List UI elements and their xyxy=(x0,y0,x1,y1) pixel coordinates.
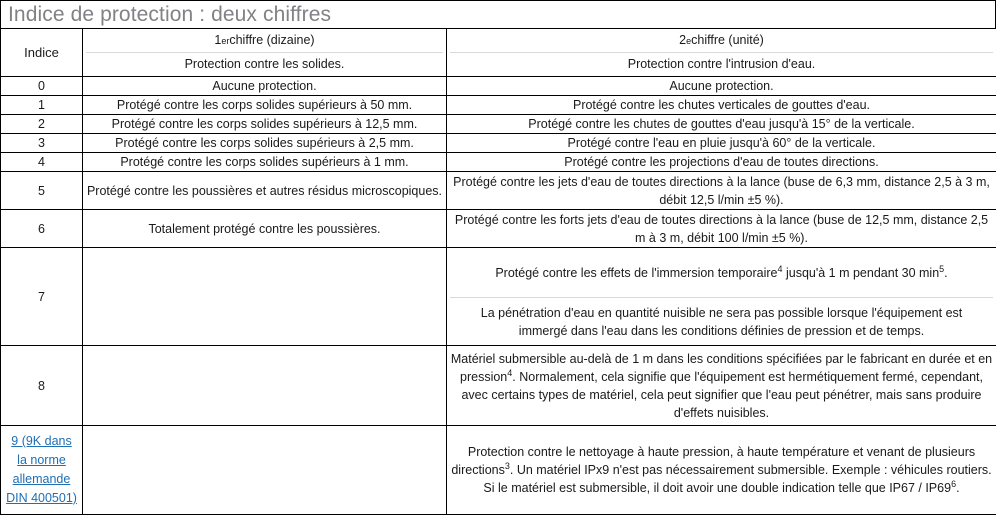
page-title: Indice de protection : deux chiffres xyxy=(8,2,332,26)
footnote-ref-5: 5 xyxy=(939,263,945,274)
table-row xyxy=(1,115,996,134)
header-first-digit-rest: chiffre (dizaine) xyxy=(229,33,315,47)
row-water xyxy=(447,426,996,515)
row-solids xyxy=(83,346,447,426)
row-water: Protégé contre les chutes de gouttes d'eau jusqu'à 15° de la verticale. xyxy=(447,115,996,134)
footnote-ref-6: 6 xyxy=(951,478,957,489)
row-solids: Protégé contre les poussières et autres résidus microscopiques. xyxy=(83,172,447,210)
header-first-digit-number: 1 xyxy=(214,33,222,47)
row-water-text-a: Protection contre le nettoyage à haute pression, à haute température et venant de plusieurs directions xyxy=(451,445,976,477)
table-row xyxy=(1,134,996,153)
row-index: 0 xyxy=(1,77,83,96)
row-index: 8 xyxy=(1,346,83,426)
ip-protection-table xyxy=(0,28,996,515)
row-solids: Totalement protégé contre les poussières. xyxy=(83,210,447,248)
page-title-bar xyxy=(0,0,996,28)
row-index xyxy=(1,426,83,515)
row-water-text-b: . Un matériel IPx9 n'est pas nécessairement submersible. Exemple : véhicules routiers. Si le matériel est submersible, il doit avoir une double indication telle que IP67 / IP69 xyxy=(483,463,992,495)
row-water-text-b: . Normalement, cela signifie que l'équipement est hermétiquement fermé, cependant, avec certains types de matériel, cela peut signifier que l'eau peut pénétrer, mais sans produire d'effets nuisibles. xyxy=(461,369,983,420)
header-first-digit xyxy=(83,29,447,77)
row-water-p1-text-c: . xyxy=(944,265,948,280)
row-index: 1 xyxy=(1,96,83,115)
footnote-ref-4: 4 xyxy=(777,263,783,274)
footnote-ref-3: 3 xyxy=(504,460,510,471)
row-solids: Protégé contre les corps solides supérieurs à 50 mm. xyxy=(83,96,447,115)
row-index: 7 xyxy=(1,248,83,346)
row-solids: Aucune protection. xyxy=(83,77,447,96)
table-row xyxy=(1,77,996,96)
row-solids xyxy=(83,426,447,515)
header-second-digit-number: 2 xyxy=(679,33,687,47)
row-water: Protégé contre les projections d'eau de toutes directions. xyxy=(447,153,996,172)
row-water xyxy=(447,346,996,426)
row-water xyxy=(447,248,996,346)
table-row xyxy=(1,172,996,210)
header-second-digit-subtitle: Protection contre l'intrusion d'eau. xyxy=(627,57,816,71)
table-row xyxy=(1,346,996,426)
row-water-p1-text-b: jusqu'à 1 m pendant 30 min xyxy=(782,265,940,280)
row-water: Protégé contre les chutes verticales de gouttes d'eau. xyxy=(447,96,996,115)
table-row xyxy=(1,210,996,248)
row-water-paragraph-1 xyxy=(450,248,993,298)
row-water-text-a: Matériel submersible au-delà de 1 m dans les conditions spécifiées par le fabricant en durée et en pression xyxy=(450,351,993,384)
table-row xyxy=(1,96,996,115)
row-index: 3 xyxy=(1,134,83,153)
table-header-row xyxy=(1,29,996,77)
row-water-text-c: . xyxy=(956,481,960,495)
table-row xyxy=(1,248,996,346)
row-water-p1-text-a: Protégé contre les effets de l'immersion temporaire xyxy=(495,265,778,280)
row-index: 4 xyxy=(1,153,83,172)
row-index: 2 xyxy=(1,115,83,134)
header-second-digit-rest: chiffre (unité) xyxy=(691,33,764,47)
header-first-digit-subtitle: Protection contre les solides. xyxy=(184,57,345,71)
table-row xyxy=(1,426,996,515)
row-water: Protégé contre l'eau en pluie jusqu'à 60° de la verticale. xyxy=(447,134,996,153)
table-row xyxy=(1,153,996,172)
header-indice: Indice xyxy=(1,29,83,77)
footnote-ref-4: 4 xyxy=(507,367,513,378)
din-standard-link[interactable]: 9 (9K dans la norme allemande DIN 400501) xyxy=(6,434,77,505)
row-solids xyxy=(83,248,447,346)
row-solids: Protégé contre les corps solides supérieurs à 1 mm. xyxy=(83,153,447,172)
row-water: Aucune protection. xyxy=(447,77,996,96)
header-second-digit xyxy=(447,29,996,77)
row-index: 6 xyxy=(1,210,83,248)
header-second-digit-title: 2 e chiffre (unité) xyxy=(450,29,993,53)
row-water-paragraph-2: La pénétration d'eau en quantité nuisible ne sera pas possible lorsque l'équipement est immergé dans l'eau dans les conditions définies de pression et de temps. xyxy=(480,305,963,338)
row-water: Protégé contre les jets d'eau de toutes directions à la lance (buse de 6,3 mm, distance 2,5 à 3 m, débit 12,5 l/min ±5 %). xyxy=(447,172,996,210)
row-solids: Protégé contre les corps solides supérieurs à 2,5 mm. xyxy=(83,134,447,153)
row-index: 5 xyxy=(1,172,83,210)
row-water: Protégé contre les forts jets d'eau de toutes directions à la lance (buse de 12,5 mm, distance 2,5 m à 3 m, débit 100 l/min ±5 %). xyxy=(447,210,996,248)
row-solids: Protégé contre les corps solides supérieurs à 12,5 mm. xyxy=(83,115,447,134)
header-first-digit-title: 1 er chiffre (dizaine) xyxy=(86,29,443,53)
